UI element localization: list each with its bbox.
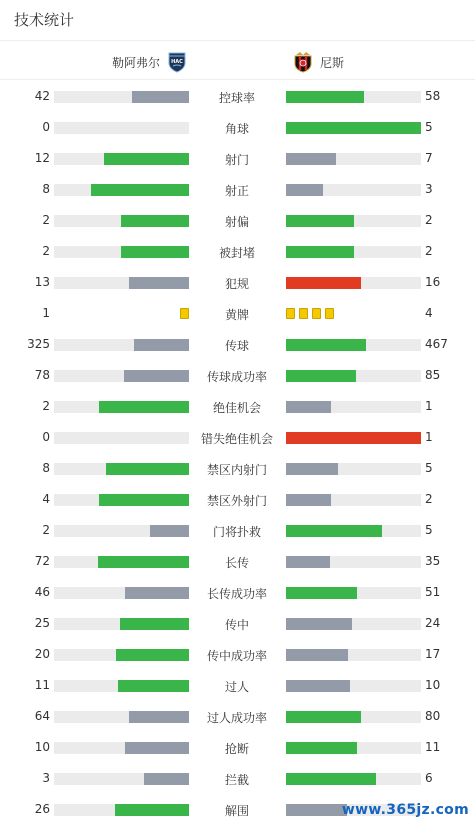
away-value: 85 [425, 368, 441, 382]
home-bar-track [54, 91, 189, 103]
home-value: 2 [42, 213, 50, 227]
home-value: 11 [34, 678, 50, 692]
away-value: 80 [425, 709, 441, 723]
home-value: 1 [42, 306, 50, 320]
away-bar-fill [286, 494, 331, 506]
home-bar-fill [125, 587, 189, 599]
away-bar-fill [286, 649, 348, 661]
stat-row [0, 391, 475, 422]
away-value: 24 [425, 616, 441, 630]
home-bar-track [54, 370, 189, 382]
home-bar-track [54, 618, 189, 630]
home-bar-fill [121, 215, 189, 227]
away-value: 16 [425, 275, 441, 289]
away-bar-fill [286, 370, 356, 382]
home-bar-track [54, 153, 189, 165]
home-value: 325 [27, 337, 50, 351]
stat-label: 传中成功率 [206, 649, 267, 663]
yellow-card-icon [180, 308, 189, 319]
away-bar-track [286, 680, 421, 692]
home-bar-track [54, 773, 189, 785]
away-yellow-cards [286, 308, 334, 319]
home-bar-track [54, 277, 189, 289]
stat-row [0, 763, 475, 794]
yellow-card-icon [286, 308, 295, 319]
away-bar-track [286, 246, 421, 258]
away-bar-track [286, 370, 421, 382]
stat-label: 禁区外射门 [206, 494, 267, 508]
home-yellow-cards [180, 308, 189, 319]
away-bar-track [286, 587, 421, 599]
home-bar-track [54, 494, 189, 506]
home-bar-fill [106, 463, 189, 475]
stat-row [0, 81, 475, 112]
home-bar-fill [118, 680, 189, 692]
away-value: 6 [425, 771, 433, 785]
away-bar-fill [286, 680, 350, 692]
watermark: www.365jz.com [341, 802, 469, 818]
home-value: 8 [42, 461, 50, 475]
home-value: 20 [34, 647, 50, 661]
away-bar-track [286, 184, 421, 196]
away-value: 2 [425, 213, 433, 227]
stat-row [0, 360, 475, 391]
home-bar-track [54, 804, 189, 816]
yellow-card-icon [325, 308, 334, 319]
away-bar-track [286, 463, 421, 475]
away-bar-fill [286, 773, 376, 785]
stat-label: 犯规 [224, 277, 249, 291]
away-bar-track [286, 401, 421, 413]
away-value: 17 [425, 647, 441, 661]
stat-label: 射门 [224, 153, 249, 167]
away-bar-fill [286, 153, 336, 165]
away-value: 5 [425, 120, 433, 134]
away-bar-fill [286, 618, 352, 630]
stat-row [0, 205, 475, 236]
home-value: 0 [42, 120, 50, 134]
away-value: 35 [425, 554, 441, 568]
away-bar-fill [286, 401, 331, 413]
home-value: 78 [34, 368, 50, 382]
home-bar-fill [120, 618, 189, 630]
away-bar-track [286, 525, 421, 537]
away-bar-fill [286, 556, 330, 568]
away-value: 5 [425, 523, 433, 537]
stat-row [0, 112, 475, 143]
away-value: 10 [425, 678, 441, 692]
away-bar-track [286, 618, 421, 630]
away-bar-fill [286, 339, 366, 351]
home-bar-track [54, 711, 189, 723]
stat-label: 绝佳机会 [212, 401, 261, 415]
home-value: 42 [34, 89, 50, 103]
home-bar-fill [91, 184, 189, 196]
home-value: 3 [42, 771, 50, 785]
home-bar-fill [116, 649, 189, 661]
away-value: 1 [425, 430, 433, 444]
stat-row [0, 639, 475, 670]
stat-label: 传中 [224, 618, 249, 632]
home-value: 26 [34, 802, 50, 816]
home-bar-track [54, 339, 189, 351]
stat-label: 禁区内射门 [206, 463, 267, 477]
stat-label: 射正 [224, 184, 249, 198]
home-bar-track [54, 742, 189, 754]
stat-row [0, 236, 475, 267]
home-bar-fill [132, 91, 189, 103]
away-bar-fill [286, 122, 421, 134]
stat-label: 过人成功率 [206, 711, 267, 725]
home-value: 2 [42, 244, 50, 258]
home-bar-fill [150, 525, 189, 537]
stat-row [0, 453, 475, 484]
away-bar-track [286, 773, 421, 785]
away-bar-fill [286, 246, 354, 258]
home-value: 10 [34, 740, 50, 754]
yellow-card-icon [299, 308, 308, 319]
home-team[interactable] [112, 50, 188, 74]
away-bar-track [286, 122, 421, 134]
home-bar-fill [144, 773, 189, 785]
away-value: 51 [425, 585, 441, 599]
stats-list [0, 81, 475, 825]
home-bar-track [54, 680, 189, 692]
stat-row [0, 484, 475, 515]
away-bar-fill [286, 91, 364, 103]
home-value: 13 [34, 275, 50, 289]
away-team-name: 尼斯 [320, 55, 345, 70]
home-bar-track [54, 463, 189, 475]
away-bar-track [286, 556, 421, 568]
stat-row [0, 701, 475, 732]
home-team-name: 勒阿弗尔 [112, 55, 161, 70]
nice-crest-icon [292, 51, 314, 73]
stat-label: 被封堵 [218, 246, 255, 260]
away-bar-track [286, 91, 421, 103]
home-bar-track [54, 587, 189, 599]
away-bar-track [286, 711, 421, 723]
stat-label: 角球 [224, 122, 249, 136]
stat-label: 错失绝佳机会 [200, 432, 273, 446]
page-title: 技术统计 [14, 11, 75, 29]
home-bar-track [54, 215, 189, 227]
away-bar-fill [286, 711, 361, 723]
stat-label: 传球 [224, 339, 249, 353]
away-bar-fill [286, 184, 323, 196]
home-value: 2 [42, 399, 50, 413]
away-bar-fill [286, 742, 357, 754]
stat-row [0, 577, 475, 608]
home-bar-fill [125, 742, 189, 754]
stat-label: 过人 [224, 680, 249, 694]
away-value: 2 [425, 492, 433, 506]
away-bar-fill [286, 432, 421, 444]
stat-row [0, 546, 475, 577]
stat-label: 抢断 [224, 742, 249, 756]
away-value: 467 [425, 337, 448, 351]
home-bar-track [54, 556, 189, 568]
home-bar-fill [121, 246, 189, 258]
home-value: 64 [34, 709, 50, 723]
stat-row [0, 267, 475, 298]
home-bar-track [54, 401, 189, 413]
stat-label: 控球率 [218, 91, 255, 105]
away-value: 3 [425, 182, 433, 196]
home-bar-fill [98, 556, 189, 568]
home-value: 2 [42, 523, 50, 537]
svg-text:HAC: HAC [171, 59, 183, 65]
stat-label: 长传 [224, 556, 249, 570]
home-value: 4 [42, 492, 50, 506]
home-bar-fill [124, 370, 189, 382]
stat-row [0, 732, 475, 763]
stat-label: 传球成功率 [206, 370, 267, 384]
away-bar-fill [286, 525, 382, 537]
home-bar-track [54, 525, 189, 537]
away-bar-fill [286, 215, 354, 227]
yellow-card-icon [312, 308, 321, 319]
stat-label: 解围 [224, 804, 249, 818]
away-bar-track [286, 742, 421, 754]
away-bar-fill [286, 463, 338, 475]
home-bar-fill [99, 494, 189, 506]
home-bar-fill [129, 277, 189, 289]
home-value: 72 [34, 554, 50, 568]
home-bar-track [54, 184, 189, 196]
home-value: 0 [42, 430, 50, 444]
away-value: 2 [425, 244, 433, 258]
stat-row [0, 608, 475, 639]
stat-row [0, 670, 475, 701]
away-bar-fill [286, 804, 347, 816]
away-bar-fill [286, 587, 357, 599]
home-bar-track [54, 246, 189, 258]
stat-row [0, 329, 475, 360]
away-value: 4 [425, 306, 433, 320]
away-bar-track [286, 432, 421, 444]
home-value: 46 [34, 585, 50, 599]
home-bar-fill [129, 711, 189, 723]
le-havre-crest-icon [166, 51, 188, 73]
stat-row [0, 143, 475, 174]
home-bar-fill [104, 153, 189, 165]
stat-label: 拦截 [224, 773, 249, 787]
home-value: 12 [34, 151, 50, 165]
away-bar-track [286, 215, 421, 227]
away-bar-track [286, 339, 421, 351]
stats-header [0, 0, 475, 41]
stat-row [0, 298, 475, 329]
stat-label: 黄牌 [224, 308, 249, 322]
home-bar-track [54, 122, 189, 134]
stat-row [0, 515, 475, 546]
away-bar-track [286, 153, 421, 165]
teams-row [0, 41, 475, 80]
stat-label: 射偏 [224, 215, 249, 229]
home-bar-fill [115, 804, 189, 816]
away-value: 1 [425, 399, 433, 413]
away-bar-track [286, 494, 421, 506]
stat-label: 门将扑救 [212, 525, 261, 539]
stat-row [0, 174, 475, 205]
home-value: 8 [42, 182, 50, 196]
home-bar-fill [99, 401, 189, 413]
away-value: 5 [425, 461, 433, 475]
home-bar-track [54, 649, 189, 661]
away-value: 7 [425, 151, 433, 165]
away-bar-track [286, 649, 421, 661]
home-value: 25 [34, 616, 50, 630]
away-bar-track [286, 277, 421, 289]
away-team[interactable] [292, 50, 344, 74]
home-bar-track [54, 432, 189, 444]
away-value: 58 [425, 89, 441, 103]
stat-row [0, 422, 475, 453]
stat-label: 长传成功率 [206, 587, 267, 601]
away-bar-fill [286, 277, 361, 289]
home-bar-fill [134, 339, 189, 351]
away-value: 11 [425, 740, 441, 754]
